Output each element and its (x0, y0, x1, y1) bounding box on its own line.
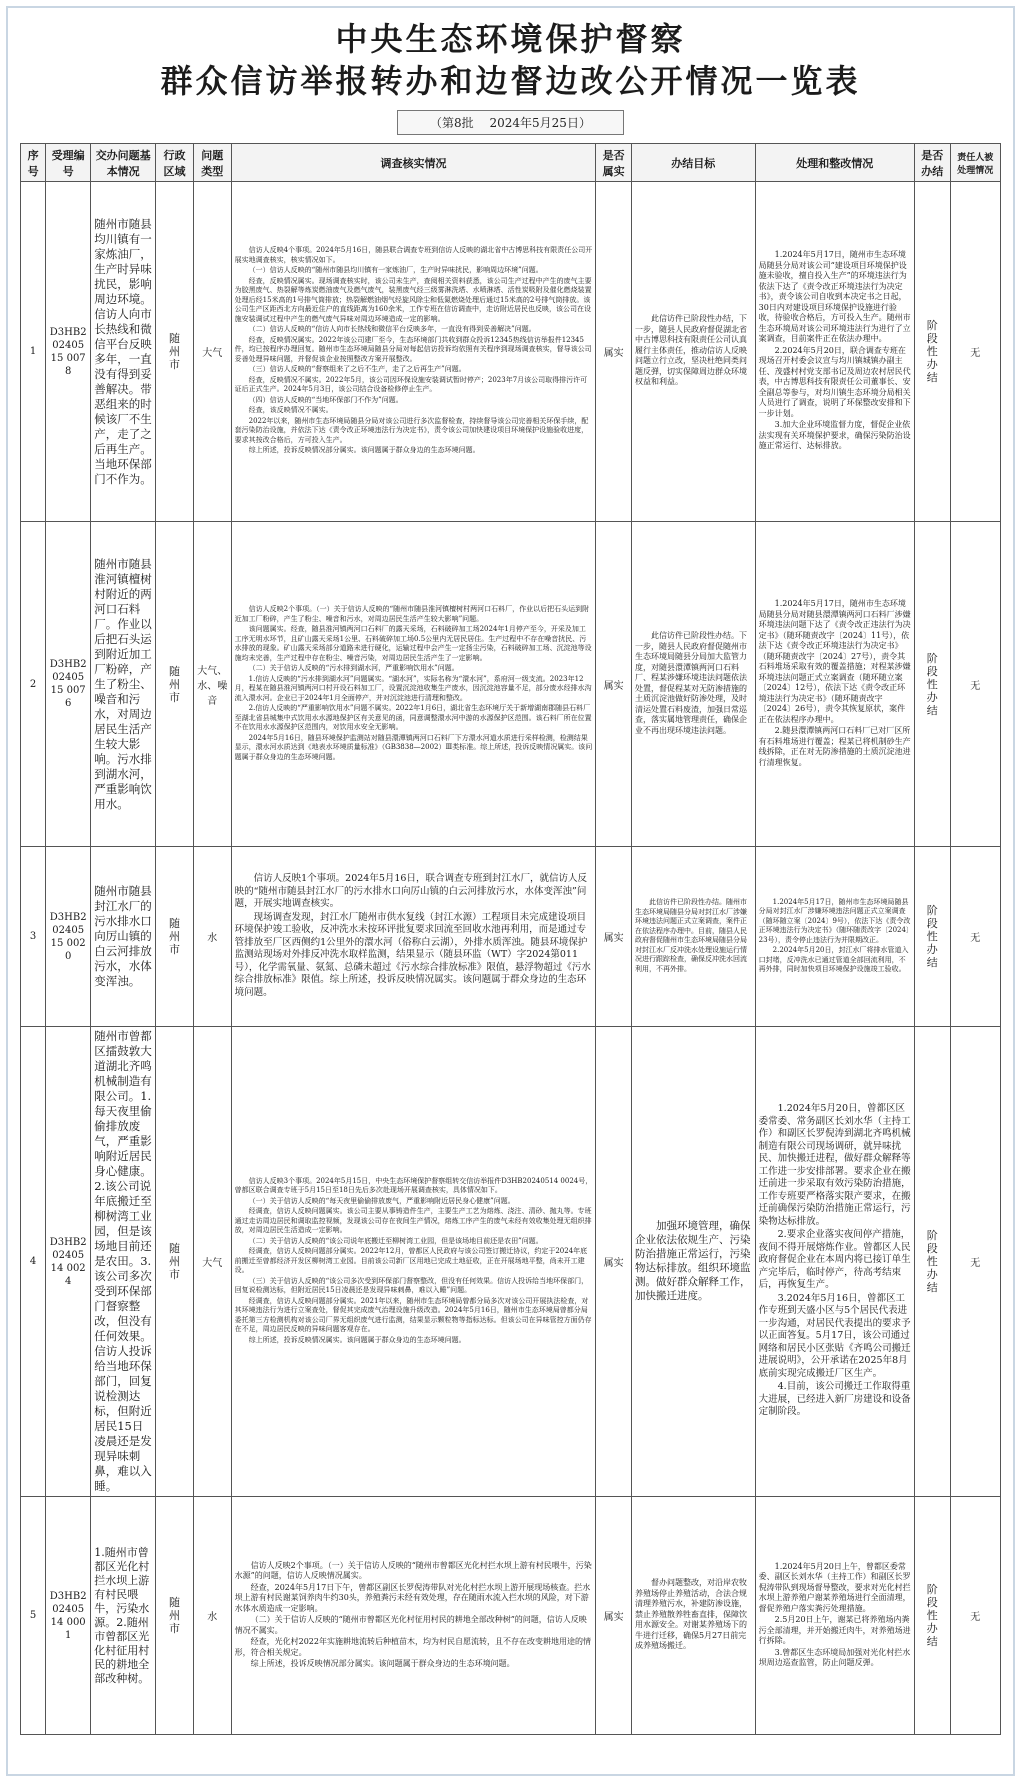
region-text: 随州市 (169, 1596, 181, 1635)
investigation-para: 经调查，信访人反映问题属实。该公司主要从事铸造件生产，主要生产工艺为熔炼、浇注、清砂、抛丸等。专班通过走访周边居民和调取监控视频，发现该公司存在夜间生产情况，熔炼工序产生的废气未经有效收集处理无组织排放，对周边居民生活造成一定影响。 (234, 1207, 592, 1235)
goal-text: 督办问题整改，对沿岸农牧养殖场停止养殖活动，合法合规清理养殖污水，补建防渗设施，禁止养殖散养牲畜直排，保障饮用水源安全。对谢某养殖场下的牛进行迁移，确保5月27日前完成养殖场搬迁。 (634, 1578, 747, 1651)
closed-text: 阶段性办结 (926, 319, 938, 384)
cell-accountability: 无 (950, 522, 1000, 847)
investigation-para: （二）关于信访人反映的“该公司说年底搬迁至柳树湾工业园，但是该场地目前还是农田”问题。 (248, 1236, 543, 1245)
closed-text: 阶段性办结 (926, 1583, 938, 1648)
closed-text: 阶段性办结 (926, 1229, 938, 1294)
investigation-para: 综上所述，投诉反映情况属实。该问题属于群众身边的生态环境问题。 (248, 1335, 466, 1344)
cell-accountability: 无 (950, 1497, 1000, 1735)
cell-region (156, 1497, 194, 1735)
investigation-para: 2.信访人反映的“严重影响饮用水”问题不属实。2022年1月6日，湖北省生态环境厅关于新增湖南郡随县石料厂至湖北省县城集中式饮用水水源地保护区有关意见的函，同意调整澴水河中游的水源保护区范围。该石料厂所在位置不在饮用水水源保护区范围内，对饮用水安全无影响。 (234, 704, 592, 731)
goal-text: 此信访件已阶段性办结。随州市生态环境局随县分局对封江水厂涉嫌环境违法问题正式立案调查，案件正在依法程序办理中。目前，随县人民政府督促随州市生态环境局随县分局对封江水厂反冲洗水处理设施运行情况进行跟踪检查，确保反冲洗水回流利用，不再外排。 (634, 898, 747, 973)
handling-para: 2.2024年5月20日，封江水厂将排水管道入口封堵，反冲洗水已通过管道全部回流利用，不再外排，同时加快项目环境保护设施竣工验收。 (758, 946, 909, 973)
cell-goal (631, 1497, 755, 1735)
closed-text: 阶段性办结 (926, 904, 938, 969)
cell-seq: 1 (21, 182, 46, 522)
investigation-para: 经查，反映情况不属实。2022年5月，该公司因环保设施安装调试暂时停产；2023年7月该公司取得排污许可证后正式生产。2024年5月3日，该公司结合设备检修停止生产。 (234, 375, 588, 394)
table-row (21, 522, 1001, 847)
page-title-line-1: 中央生态环境保护督察 (335, 20, 686, 58)
region-text: 随州市 (169, 917, 181, 956)
investigation-para: （一）关于信访人反映的“每天夜里偷偷排放废气，严重影响附近居民身心健康”问题。 (248, 1196, 515, 1205)
cell-goal (631, 1027, 755, 1497)
title-block (20, 18, 1001, 102)
region-text: 随州市 (169, 664, 181, 704)
cell-goal (631, 182, 755, 522)
cell-type: 大气、水、噪音 (193, 522, 231, 847)
cell-id: D3HB20240515 0020 (46, 847, 91, 1027)
handling-para: 2.5月20日上午，谢某已将养殖场内粪污全部清理，并开始搬迁肉牛，对养殖场进行拆除。 (758, 1615, 911, 1645)
investigation-para: 2022年以来，随州市生态环境局随县分局对该公司进行多次监督检查，持续督导该公司完善相关环保手续，配套污染防治设施，并依法下达《责令改正环境违法行为决定书》，责令该公司加快建设项目环境保护设施验收进度，要求其按改合格后，方可投入生产。 (234, 416, 589, 444)
cell-accountability: 无 (950, 847, 1000, 1027)
cell-seq: 3 (21, 847, 46, 1027)
investigation-para: （二）关于信访人反映的“污水排到湖水河，严重影响饮用水”问题。 (248, 664, 459, 672)
cell-investigation (231, 1497, 596, 1735)
batch-date: 2024年5月25日） (489, 116, 591, 130)
investigation-para: 信访人反映3个事项。2024年5月15日，中央生态环境保护督察组转交信访举报件D3HB20240514 0024号，曾都区联合调查专班于5月15日至18日先后多次赴现场开展调查核实，具体情况如下。 (234, 1176, 593, 1195)
closed-text: 阶段性办结 (926, 651, 938, 717)
investigation-para: 1.信访人反映的“污水排到湖水河”问题属实。“湖水河”，实际名称为“澴水河”，系府河一级支流。2023年12月，程某在随县淮河镇两河口村开设石料加工厂，设置沉淀池收集生产废水，因沉淀池容量不足，部分废水经排水沟流入澴水河。企业已于2024年1月全面停产，并对沉淀池进行清理和整改。 (234, 674, 592, 702)
cell-seq: 5 (21, 1497, 46, 1735)
handling-para: 1.2024年5月20日上午，曾都区委常委、副区长刘水华（主持工作）和副区长罗倪涛带队到现场督导整改，要求对光化村拦水坝上游养殖户谢某养殖场进行全面清理，督促养殖户落实粪污处理措施。 (758, 1561, 911, 1613)
cell-handling (755, 182, 914, 522)
cell-id: D3HB20240514 0024 (46, 1027, 91, 1497)
header-accountability: 责任人被处理情况 (950, 144, 1000, 182)
page-title-line-2: 群众信访举报转办和边督边改公开情况一览表 (160, 62, 861, 100)
header-basic: 交办问题基本情况 (91, 144, 156, 182)
cell-closed (914, 847, 950, 1027)
investigation-para: 经查，反映情况属实。2022年该公司建厂至今，生态环境部门共收到群众投诉12345热线信访举报件12345件，均已按程序办理回复。随州市生态环境局随县分局对每起信访投诉均依照有关程序到现场调查核实，督导该公司妥善处理异味问题，并督促该企业按照整改方案开展整改。 (234, 335, 592, 363)
cell-verified: 属实 (596, 522, 632, 847)
cell-closed (914, 522, 950, 847)
investigation-para: （二）关于信访人反映的“随州市曾都区光化村征用村民的耕地全部改种树”的问题，信访人反映情况不属实。 (234, 1615, 587, 1635)
cell-seq: 4 (21, 1027, 46, 1497)
cell-investigation (231, 847, 596, 1027)
cell-goal (631, 522, 755, 847)
handling-para: 3.2024年5月16日，曾都区工作专班到天盛小区与5个居民代表进一步沟通，对居民代表提出的要求予以正面答复。5月17日，该公司通过网络和居民小区张贴《齐鸣公司搬迁进展说明》，公开承诺在2025年8月底前实现完成搬迁厂区生产。 (758, 1292, 911, 1379)
header-seq: 序号 (21, 144, 46, 182)
cell-accountability: 无 (950, 182, 1000, 522)
cell-investigation (231, 182, 596, 522)
petition-table (20, 143, 1001, 1735)
header-type: 问题类型 (193, 144, 231, 182)
cell-closed (914, 1497, 950, 1735)
table-row (21, 1027, 1001, 1497)
investigation-para: 经查，2024年5月17日下午，曾都区副区长罗倪涛带队对光化村拦水坝上游开展现场核查。拦水坝上游有村民谢某饲养肉牛约30头，养殖粪污未经有效处理，存在随雨水流入拦水坝的风险，对下游水体水质造成一定影响。 (234, 1582, 591, 1613)
investigation-para: 经查，光化村2022年实施耕地流转后种植苗木，均为村民自愿流转，且不存在改变耕地用途的情形，符合相关规定。 (234, 1637, 591, 1657)
cell-id: D3HB20240515 0078 (46, 182, 91, 522)
investigation-para: 经调查，信访人反映问题部分属实。2022年12月，曾都区人民政府与该公司签订搬迁协议，约定于2024年底前搬迁至曾都经济开发区柳树湾工业园。目前该公司新厂区用地已完成土地征收，正在开展场地平整，尚未开工建设。 (234, 1247, 588, 1275)
investigation-para: 现场调查发现，封江水厂随州市供水复线（封江水源）工程项目未完成建设项目环境保护竣工验收，反冲洗水未按环评批复要求回流至回收水池再利用，而是通过专管排放至厂区西侧约1公里外的澴水河（俗称白云湖），外排水质浑浊。随县环境保护监测站现场对外排反冲洗水取样监测，结果显示（随县环监（WT）字2024第011号），化学需氧量、氨氮、总磷未超过《污水综合排放标准》限值，悬浮物超过《污水综合排放标准》限值。综上所述，投诉反映情况属实。该问题属于群众身边的生态环境问题。 (234, 911, 591, 998)
cell-handling (755, 1497, 914, 1735)
investigation-para: 该问题属实。经查，随县淮河镇两河口石料厂的露天采场，石料破碎加工场2024年1月停产至今，开采及加工工序无明水环节，且矿山露天采场1公里、石料破碎加工场0.5公里内无居民居住。生产过程中不存在噪音扰民、污水排放的现象。矿山露天采场部分道路未进行硬化，运输过程中会产生一定扬尘污染，石料破碎加工场、沉淀池等设施均未完善，生产过程中存在粉尘、噪音污染，对周边居民生活产生了一定影响。 (234, 625, 592, 662)
header-investigation: 调查核实情况 (231, 144, 596, 182)
cell-accountability: 无 (950, 1027, 1000, 1497)
cell-basic: 随州市随县均川镇有一家炼油厂，生产时异味扰民，影响周边环境。信访人向市长热线和微信平台反映多年，一直没有得到妥善解决。带恶组来的时候该厂不生产，走了之后再生产。当地环保部门不作为。 (91, 182, 156, 522)
header-closed: 是否办结 (914, 144, 950, 182)
cell-handling (755, 522, 914, 847)
investigation-para: 经调查，信访人反映问题部分属实。2021年以来，随州市生态环境局曾都分局多次对该公司开展执法检查，对其环境违法行为进行立案查处，督促其完成废气治理设施升级改造。2024年5月16日，随州市生态环境局曾都分局委托第三方检测机构对该公司厂界无组织废气进行监测，结果显示颗粒物等指标达标。但该公司在异味管控方面仍存在不足，周边居民反映的异味问题客观存在。 (234, 1296, 592, 1334)
cell-region (156, 847, 194, 1027)
cell-goal (631, 847, 755, 1027)
cell-id: D3HB20240514 0001 (46, 1497, 91, 1735)
cell-basic: 1.随州市曾都区光化村拦水坝上游有村民喂牛，污染水源。2.随州市曾都区光化村征用村民的耕地全部改种树。 (91, 1497, 156, 1735)
cell-type: 大气 (193, 1027, 231, 1497)
handling-para: 2.2024年5月20日，联合调查专班在现场召开村委会议宣与均川镇城镇办副主任、茂盛村村党支部书记及周边农村居民代表，中古博思科技有限责任公司董事长、安全副总等参与，对均川镇生态环境分局相关人员进行了调查，说明了环保整改安排和下一步计划。 (758, 345, 911, 418)
batch-label: （第8批 (430, 116, 474, 130)
cell-region (156, 1027, 194, 1497)
investigation-para: 信访人反映2个事项。（一）关于信访人反映的“随州市随县淮河镇檀树村两河口石料厂，作业以后把石头运到附近加工厂粉碎，产生了粉尘、噪音和污水，对周边居民生活产生较大影响”问题。 (234, 605, 590, 623)
goal-text: 此信访件已阶段性办结。下一步，随县人民政府督促随州市生态环境局随县分局加大监管力度，对随县澴潭镇两河口石料厂、程某涉嫌环境违法问题依法处置，督促程某对无防渗措施的土质沉淀池做好防渗处理，及时清运处置石料废渣，加强日常巡查，落实属地管理责任，确保企业不再出现环境违法问题。 (634, 631, 747, 735)
goal-text: 加强环境管理，确保企业依法依规生产、污染防治措施正常运行，污染物达标排放。组织环境监测。做好群众解释工作，加快搬迁进度。 (634, 1220, 751, 1302)
goal-text: 此信访件已阶段性办结，下一步，随县人民政府督促湖北省中古博思科技有限责任公司认真履行主体责任，推动信访人反映问题立行立改，坚决杜绝同类问题反弹，切实保障周边群众环境权益和利益。 (634, 314, 747, 387)
header-region: 行政区域 (156, 144, 194, 182)
handling-para: 1.2024年5月17日，随州市生态环境局随县分局对该公司“建设项目环境保护设施未验收，擅自投入生产”的环境违法行为依法下达了《责令改正环境违法行为决定书》，责令该公司自收到本决定书之日起，30日内对建设项目环境保护设施进行验收，待验收合格后，方可投入生产。随州市生态环境局对该公司环境违法行为进行了立案调查，目前案件正在依法办理中。 (758, 250, 911, 344)
cell-basic: 随州市随县淮河镇檀树村附近的两河口石料厂。作业以后把石头运到附近加工厂粉碎，产生了粉尘、噪音和污水，对周边居民生活产生较大影响。污水排到湖水河，严重影响饮用水。 (91, 522, 156, 847)
cell-closed (914, 1027, 950, 1497)
cell-handling (755, 1027, 914, 1497)
investigation-para: （三）信访人反映的“督察组来了之后不生产，走了之后再生产”问题。 (248, 365, 466, 374)
handling-para: 1.2024年5月20日，曾都区区委常委、常务副区长刘水华（主持工作）和副区长罗倪涛到湖北齐鸣机械制造有限公司现场调研，就异味扰民、加快搬迁进程，做好群众解释等工作进一步安排部署。要求企业在搬迁前进一步采取有效污染防治措施，工作专班要严格落实限产要求，在搬迁前确保污染防治措施正常运行，污染物达标排放。 (758, 1103, 911, 1227)
cell-verified: 属实 (596, 182, 632, 522)
table-row (21, 1497, 1001, 1735)
batch-box (397, 110, 624, 135)
investigation-para: 综上所述，投诉反映情况部分属实。该问题属于群众身边的生态环境问题。 (250, 1659, 515, 1668)
handling-para: 3.曾都区生态环境局加强对光化村拦水坝周边巡查监管，防止问题反弹。 (758, 1647, 911, 1667)
investigation-para: 2024年5月16日，随县环境保护监测站对随县澴潭镇两河口石料厂下方澴水河道水质进行采样检测，检测结果显示，澴水河水质达到《地表水环境质量标准》（GB3838—2002）Ⅲ类标准。综上所述，投诉反映情况属实。该问题属于群众身边的生态环境问题。 (234, 733, 593, 761)
cell-closed (914, 182, 950, 522)
cell-id: D3HB20240515 0076 (46, 522, 91, 847)
cell-basic: 随州市曾都区擂鼓敦大道湖北齐鸣机械制造有限公司。1.每天夜里偷偷排放废气，严重影响附近居民身心健康。2.该公司说年底搬迁至柳树湾工业园，但是该场地目前还是农田。3.该公司多次受到环保部门督察整改，但没有任何效果。信访人投诉给当地环保部门，回复说检测达标，但附近居民15日凌晨还是发现异味刺鼻，难以入睡。 (91, 1027, 156, 1497)
handling-para: 4.目前，该公司搬迁工作取得重大进展，已经进入新厂房建设和设备定制阶段。 (758, 1381, 911, 1418)
region-text: 随州市 (169, 1242, 181, 1281)
cell-verified: 属实 (596, 1497, 632, 1735)
investigation-para: （一）信访人反映的“随州市随县均川镇有一家炼油厂，生产时异味扰民，影响周边环境”问题。 (248, 266, 543, 275)
cell-region (156, 182, 194, 522)
investigation-para: 信访人反映1个事项。2024年5月16日，联合调查专班到封江水厂，就信访人反映的“随州市随县封江水厂的污水排水口向厉山镇的白云河排放污水，水体变浑浊”问题，开展实地调查核实。 (234, 873, 587, 909)
investigation-para: 信访人反映2个事项。（一）关于信访人反映的“随州市曾都区光化村拦水坝上游有村民喂牛，污染水源”的问题，信访人反映情况属实。 (234, 1560, 592, 1580)
handling-para: 2.随县澴潭镇两河口石料厂已对厂区所有石料堆场进行覆盖；程某已将机制砂生产线拆除，正在对无防渗措施的土质沉淀池进行清理恢复。 (758, 726, 911, 767)
investigation-para: 经查，反映情况属实。现场调查核实时，该公司未生产，查阅相关资料获悉，该公司生产过程中产生的废气主要为胶黑废气、热裂解等炼炭燃油废气及燃气废气，装黑废气经三级雾淋洗塔、水喷淋塔、活性炭吸附及催化燃烧装置处理后经15米高的1号排气筒排放；热裂解燃油烟气经旋风除尘和低氮燃烧处理后通过15米高的2号排气筒排放。该公司生产区距西北方向最近住户的直线距离为160余米，工作专班在信访调查中，走访附近居民也反映，该公司在设施安装调试过程中产生的燃气废气异味对周边环境造成一定的影响。 (234, 276, 592, 323)
cell-region (156, 522, 194, 847)
investigation-para: 信访人反映4个事项。2024年5月16日，随县联合调查专班到信访人反映的湖北省中古博思科技有限责任公司开展实地调查核实，核实情况如下。 (234, 246, 593, 264)
cell-type: 水 (193, 1497, 231, 1735)
cell-seq: 2 (21, 522, 46, 847)
investigation-para: 综上所述，投诉反映情况部分属实。该问题属于群众身边的生态环境问题。 (248, 446, 480, 455)
investigation-para: 经查，该反映情况不属实。 (248, 406, 333, 415)
header-handling: 处理和整改情况 (755, 144, 914, 182)
investigation-para: （三）关于信访人反映的“该公司多次受到环保部门督察整改，但没有任何效果。信访人投诉给当地环保部门，回复说检测达标，但附近居民15日凌晨还是发现异味刺鼻，难以入睡”问题。 (234, 1276, 589, 1295)
cell-investigation (231, 522, 596, 847)
table-header-row (21, 144, 1001, 182)
cell-verified: 属实 (596, 847, 632, 1027)
handling-para: 2.要求企业落实夜间停产措施，夜间不得开展熔炼作业。曾都区人民政府督促企业在本周内将已接订单生产完毕后，临时停产，待高考结束后，再恢复生产。 (758, 1229, 911, 1291)
table-row (21, 182, 1001, 522)
table-row (21, 847, 1001, 1027)
handling-para: 1.2024年5月17日，随州市生态环境局随县分局对随县澴潭镇两河口石料厂涉嫌环境违法问题下达了《责令改正违法行为决定书》（随环随责改字〔2024〕11号），依法下达《责令改正环境违法行为决定书》（随环随责改字〔2024〕27号），责令其石料堆场采取有效的覆盖措施；对程某涉嫌环境违法问题正式立案调查（随环随立案〔2024〕12号），依法下达《责令改正环境违法行为决定书》（随环随责改字〔2024〕26号），责令其恢复原状，案件正在依法程序办理中。 (758, 599, 911, 724)
header-goal: 办结目标 (631, 144, 755, 182)
cell-type: 大气 (193, 182, 231, 522)
cell-basic: 随州市随县封江水厂的污水排水口向厉山镇的白云河排放污水，水体变浑浊。 (91, 847, 156, 1027)
cell-investigation (231, 1027, 596, 1497)
handling-para: 3.加大企业环境监督力度，督促企业依法实现有关环境保护要求，确保污染防治设施正常运行、达标排放。 (758, 420, 911, 451)
cell-type: 水 (193, 847, 231, 1027)
batch-info (20, 110, 1001, 135)
handling-para: 1.2024年5月17日，随州市生态环境局随县分局对封江水厂涉嫌环境违法问题正式立案调查（随环随立案〔2024〕9号），依法下达《责令改正环境违法行为决定书》（随环随责改字〔2024〕23号），责令停止违法行为并限期改正。 (758, 897, 911, 944)
header-verified: 是否属实 (596, 144, 632, 182)
cell-handling (755, 847, 914, 1027)
cell-verified: 属实 (596, 1027, 632, 1497)
header-id: 受理编号 (46, 144, 91, 182)
investigation-para: （四）信访人反映的“当地环保部门不作为”问题。 (248, 395, 403, 404)
region-text: 随州市 (169, 332, 181, 371)
investigation-para: （二）信访人反映的“信访人向市长热线和微信平台反映多年，一直没有得到妥善解决”问题。 (248, 325, 536, 334)
